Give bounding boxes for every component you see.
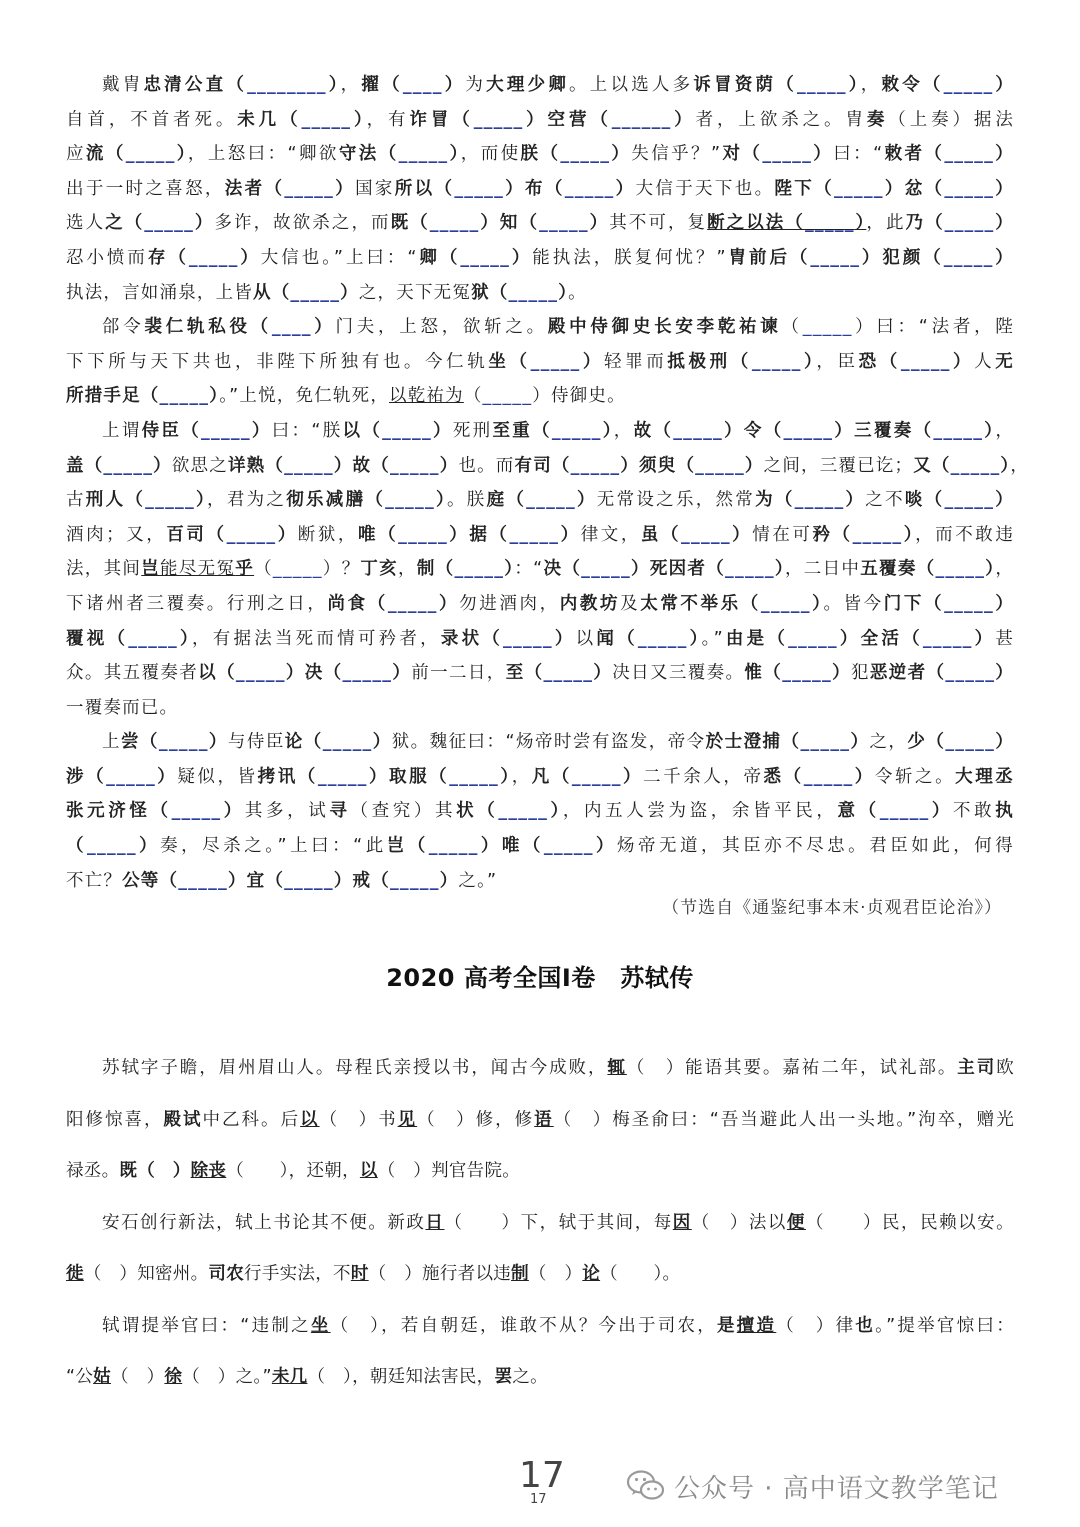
text-line: 张元济怪（_____）其多，试寻（查究）其状（_____），内五人尝为盗，余皆平民，意（_____）不敢执	[66, 801, 1014, 822]
text-line: 阳修惊喜，殿试中乙科。后以（ ）书见（ ）修，修语（ ）梅圣俞曰：“吾当避此人出一头地。”泃卒，赠光	[66, 1109, 1014, 1130]
text-line: 所措手足（_____）。”上悦，免仁轨死，以乾祐为（_____）侍御史。	[66, 386, 626, 407]
text-line: 轼谓提举官曰：“违制之坐（ ），若自朝廷，谁敢不从？今出于司农，是擅造（ ）律也。”提举官惊曰：	[102, 1315, 1014, 1336]
page-number-small: 17	[530, 1492, 547, 1507]
watermark	[626, 1464, 999, 1508]
text-line: 应流（_____），上怒曰：“卿欲守法（_____），而使朕（_____）失信乎？”对（_____）曰：“敕者（_____）	[66, 144, 1014, 165]
text-line: 覆视（_____），有据法当死而情可矜者，录状（_____）以闻（_____）。”由是（_____）全活（_____）甚	[66, 628, 1015, 649]
text-line: 下下所与天下共也，非陛下所独有也。今仁轨坐（_____）轻罪而抵极刑（_____），臣恐（_____）人无	[66, 351, 1014, 372]
text-line: 下诸州者三覆奏。行刑之日，尚食（_____）勿进酒肉，内教坊及太常不举乐（_____）。皆今门下（_____）	[66, 593, 1015, 614]
text-line: 酒肉；又，百司（_____）断狱，唯（_____）据（_____）律文，虽（_____）情在可矜（_____），而不敢违	[66, 524, 1015, 545]
text-line: 一覆奏而已。	[66, 697, 179, 718]
wechat-icon	[626, 1469, 666, 1503]
text-line: 不亡？公等（_____）宜（_____）戒（_____）之。”	[66, 870, 498, 891]
watermark-text: 公众号 · 高中语文教学笔记	[674, 1473, 999, 1504]
text-line: 涉（_____）疑似，皆拷讯（_____）取服（_____），凡（_____）二千余人，帝悉（_____）令斩之。大理丞	[66, 766, 1015, 787]
text-line: 禄丞。既（ ）除丧（ ），还朝，以（ ）判官告院。	[66, 1161, 521, 1181]
text-line: 忍小愤而存（_____）大信也。”上曰：“卿（_____）能执法，朕复何忧？”胄前后（_____）犯颜（_____）	[66, 247, 1014, 268]
passage-lines	[66, 1050, 1014, 1411]
passage-tongjian	[66, 68, 1030, 898]
text-line: 出于一时之喜怒，法者（_____）国家所以（_____）布（_____）大信于天下也。陛下（_____）忿（_____）	[66, 178, 1015, 199]
text-line: 苏轼字子瞻，眉州眉山人。母程氏亲授以书，闻古今成败，辄（ ）能语其要。嘉祐二年，试礼部。主司欧	[102, 1058, 1014, 1078]
text-line: 古刑人（_____），君为之彻乐减膳（_____）。朕庭（_____）无常设之乐，然常为（_____）之不啖（_____）	[66, 490, 1014, 511]
text-line: 上谓侍臣（_____）曰：“朕以（_____）死刑至重（_____），故（_____）令（_____）三覆奏（_____），	[102, 420, 1015, 441]
text-line: 自首，不首者死。未几（_____），有诈冒（_____）空营（______）者，上欲杀之。胄奏（上奏）据法	[66, 109, 1015, 130]
passage-lines	[66, 68, 1030, 898]
passage-source: （节选自《通鉴纪事本末·贞观君臣论治》）	[662, 898, 1002, 918]
text-line: “公姑（ ）徐（ ）之。”未几（ ），朝廷知法害民，罢之。	[66, 1367, 548, 1387]
text-line: 盖（_____）欲思之详熟（_____）故（_____）也。而有司（_____）须臾（_____）之间，三覆已讫；又（_____），	[66, 455, 1030, 476]
text-line: 徙（ ）知密州。司农行手实法，不时（ ）施行者以违制（ ）论（ ）。	[66, 1264, 681, 1284]
text-line: 众。其五覆奏者以（_____）决（_____）前一二日，至（_____）决日又三覆奏。惟（_____）犯恶逆者（_____）	[66, 663, 1015, 684]
section-title: 2020 高考全国Ⅰ卷 苏轼传	[386, 964, 694, 992]
page-number: 17	[519, 1455, 565, 1496]
text-line: 执法，言如涌泉，上皆从（_____）之，天下无冤狱（_____）。	[66, 282, 587, 303]
text-line: （_____）奏，尽杀之。”上曰：“此岂（_____）唯（_____）炀帝无道，其臣亦不尽忠。君臣如此，何得	[66, 836, 1014, 857]
passage-sushi	[66, 1050, 1014, 1411]
text-line: 上尝（_____）与侍臣论（_____）狱。魏征曰：“炀帝时尝有盗发，帝令於士澄捕（_____）之，少（_____）	[102, 732, 1015, 753]
text-line: 法，其间岂能尽无冤乎（_____）？丁亥，制（_____）：“决（_____）死因者（_____），二日中五覆奏（_____），	[66, 559, 1015, 580]
text-line: 安石创行新法，轼上书论其不便。新政日（ ）下，轼于其间，每因（ ）法以便（ ）民，民赖以安。	[102, 1212, 1014, 1233]
text-line: 选人之（_____）多诈，故欲杀之，而既（_____）知（_____）其不可，复断之以法（_____），此乃（_____）	[66, 213, 1014, 234]
text-line: 戴胄忠清公直（________），擢（____）为大理少卿。上以选人多诉冒资荫（_____），敕令（_____）	[102, 75, 1015, 95]
text-line: 郃令裴仁轨私役（____）门夫，上怒，欲斩之。殿中侍御史长安李乾祐谏（_____）曰：“法者，陛	[102, 317, 1015, 338]
